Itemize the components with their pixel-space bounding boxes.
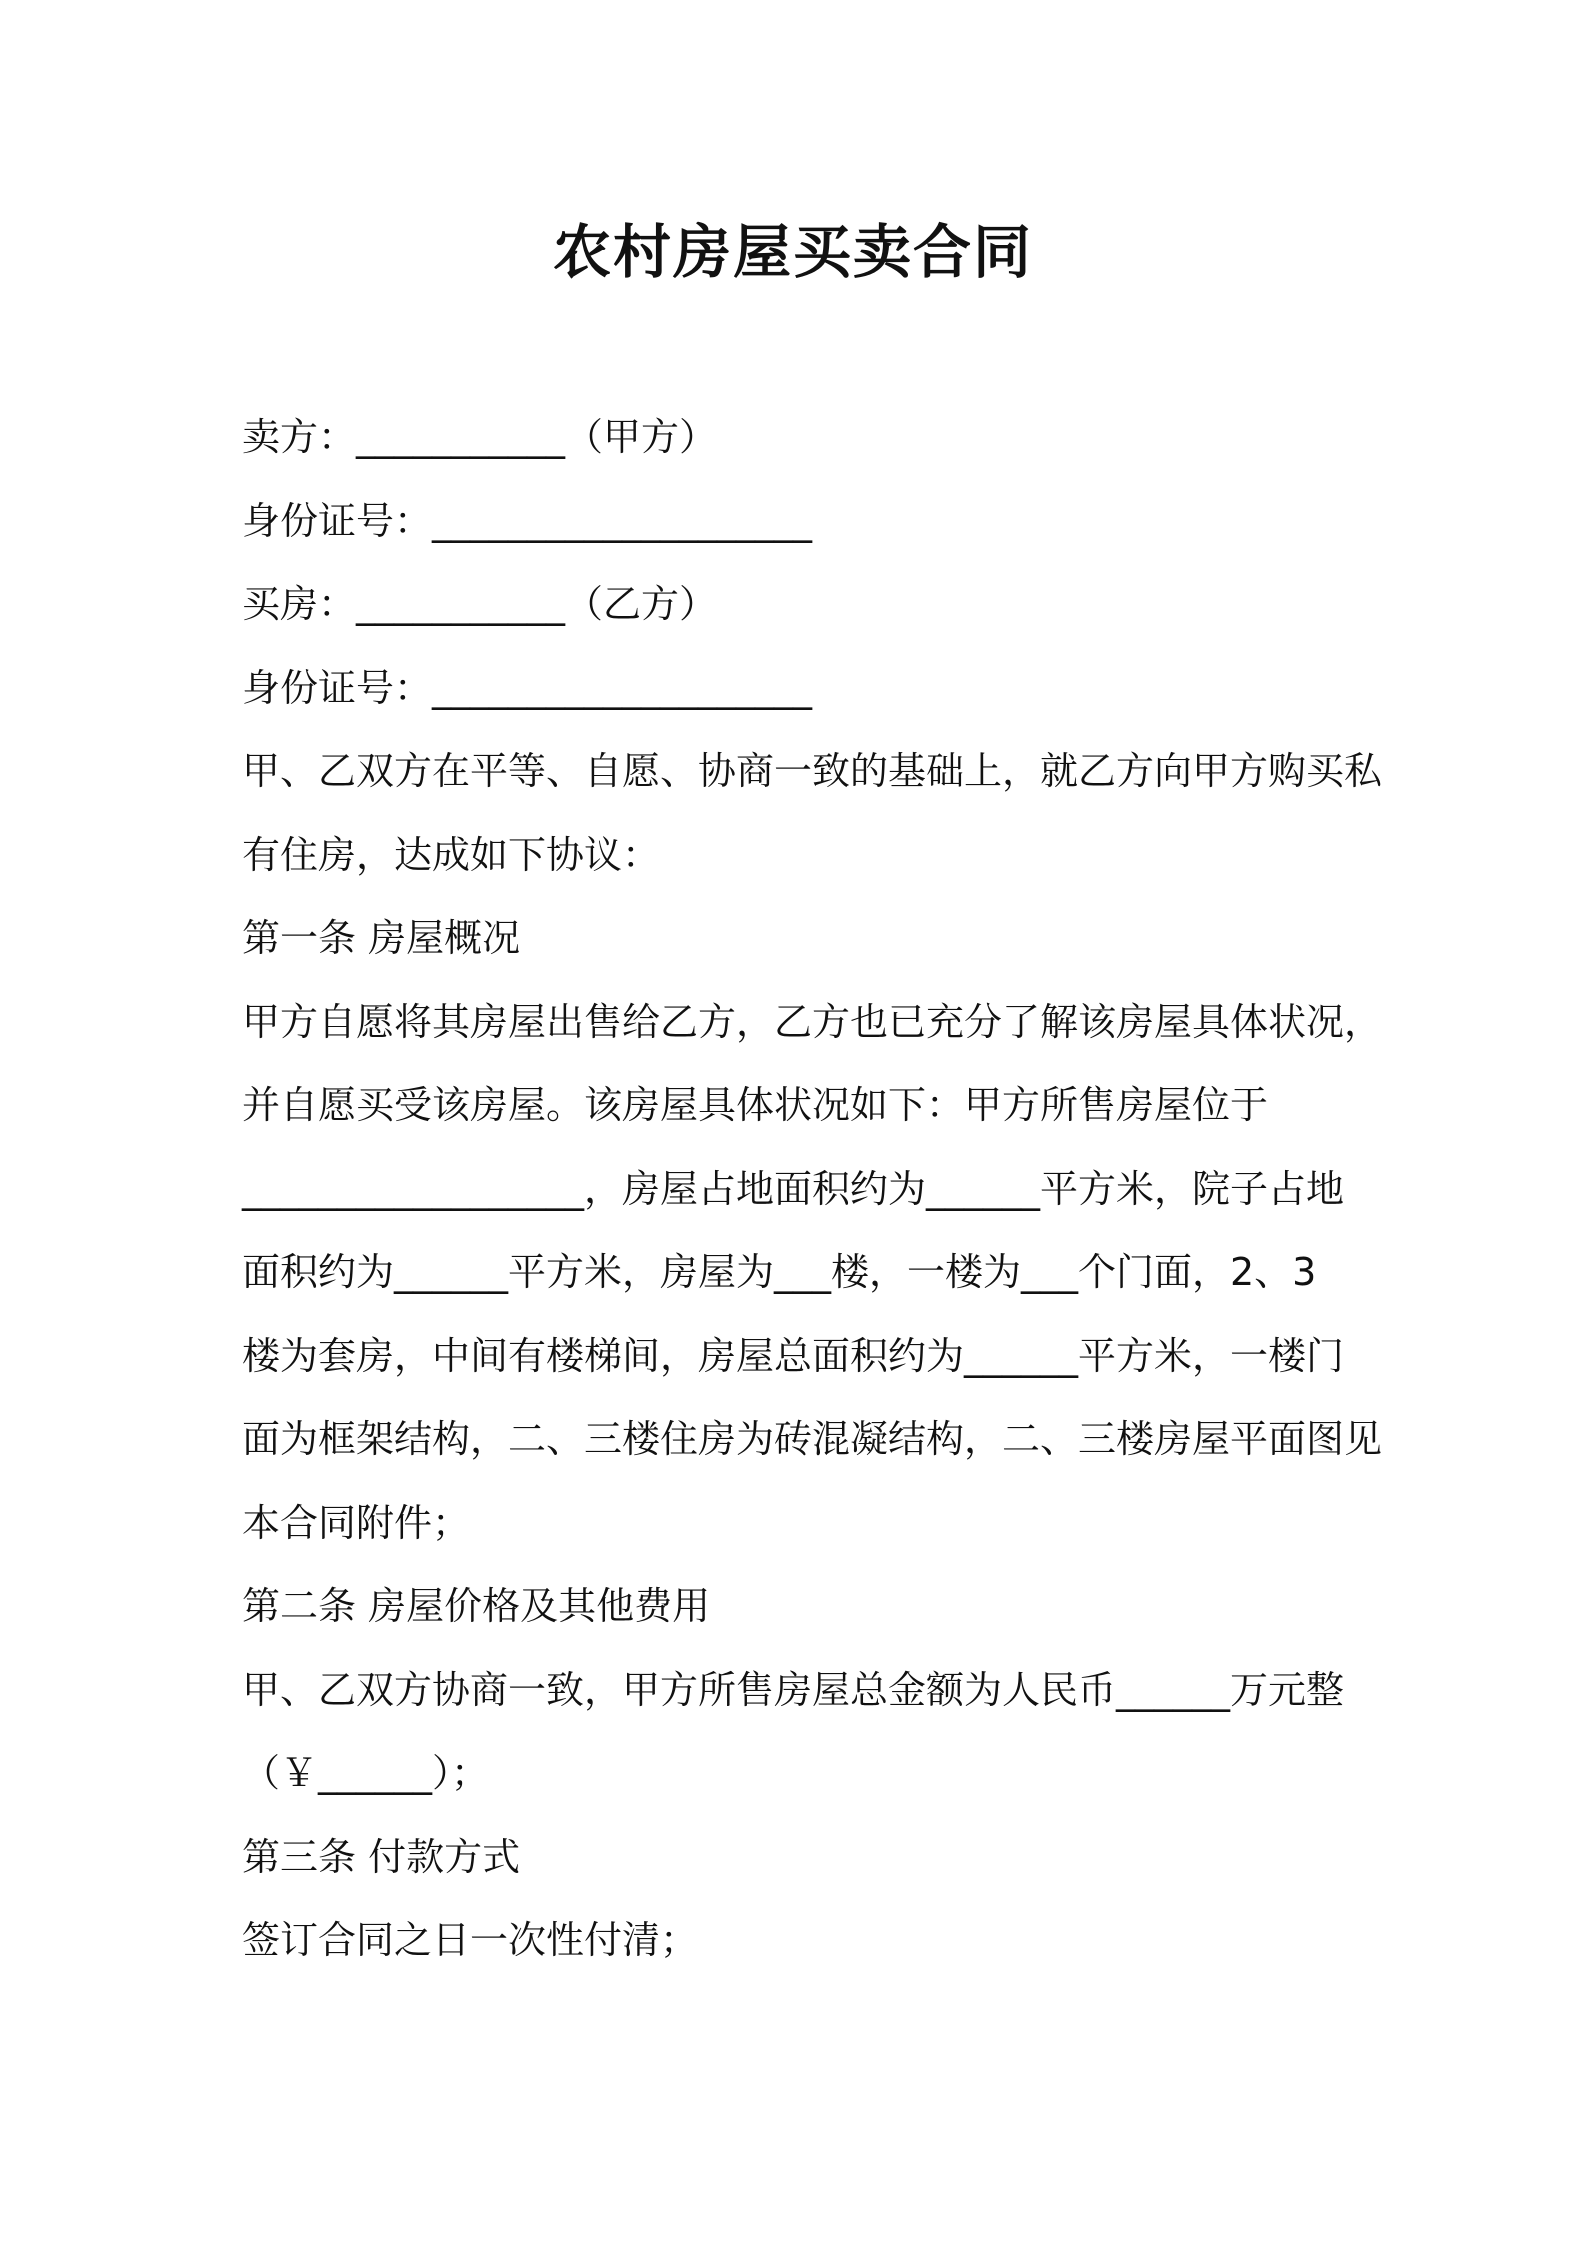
preamble-line-1: 甲、乙双方在平等、自愿、协商一致的基础上，就乙方向甲方购买私 <box>242 749 1383 793</box>
article-1-line-6: 面为框架结构，二、三楼住房为砖混凝结构，二、三楼房屋平面图见 <box>242 1417 1383 1461</box>
article-1-line-4: 面积约为______平方米，房屋为___楼，一楼为___个门面，2、3 <box>242 1250 1317 1294</box>
article-2-heading: 第二条 房屋价格及其他费用 <box>242 1584 711 1628</box>
article-3-line-1: 签订合同之日一次性付清； <box>242 1918 699 1962</box>
contract-body <box>242 406 1383 1993</box>
article-1-line-3: __________________，房屋占地面积约为______平方米，院子占地 <box>242 1166 1345 1211</box>
article-2-line-2: （￥______）； <box>242 1751 490 1795</box>
preamble-line-2: 有住房，达成如下协议： <box>242 832 661 877</box>
seller-line: 卖方：___________（甲方） <box>242 415 718 459</box>
article-1-line-2: 并自愿买受该房屋。该房屋具体状况如下：甲方所售房屋位于 <box>242 1083 1269 1127</box>
buyer-line: 买房：___________（乙方） <box>242 582 718 626</box>
document-title: 农村房屋买卖合同 <box>552 218 1033 286</box>
article-1-line-1: 甲方自愿将其房屋出售给乙方，乙方也已充分了解该房屋具体状况， <box>242 999 1383 1044</box>
article-1-heading: 第一条 房屋概况 <box>242 916 521 960</box>
article-3-heading: 第三条 付款方式 <box>242 1834 521 1879</box>
buyer-id-line: 身份证号：____________________ <box>242 665 813 710</box>
article-2-line-1: 甲、乙双方协商一致，甲方所售房屋总金额为人民币______万元整 <box>242 1667 1345 1712</box>
article-1-line-7: 本合同附件； <box>242 1500 471 1545</box>
seller-id-line: 身份证号：____________________ <box>242 498 813 543</box>
article-1-line-5: 楼为套房，中间有楼梯间，房屋总面积约为______平方米，一楼门 <box>242 1333 1345 1378</box>
